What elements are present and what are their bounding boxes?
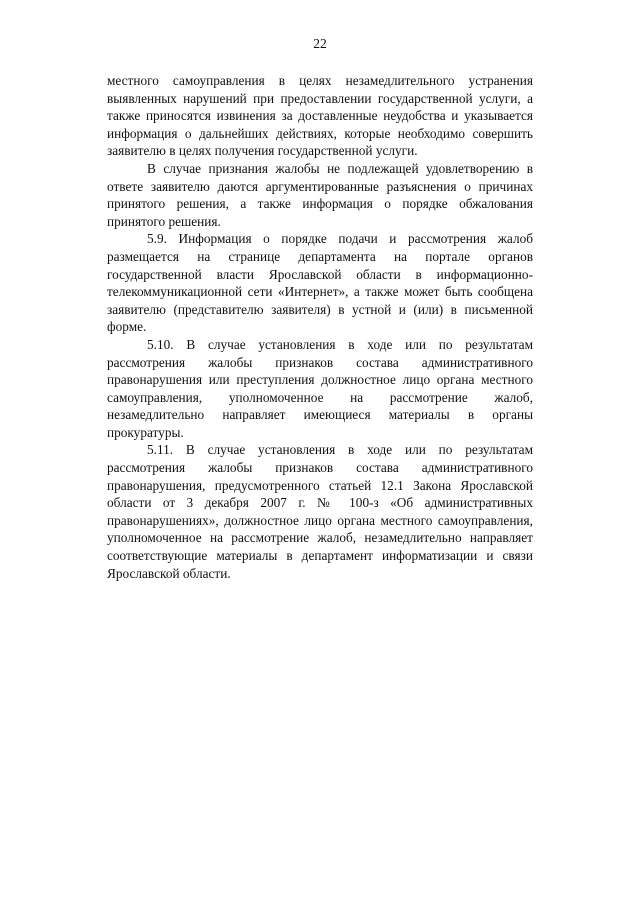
page-body <box>107 72 533 582</box>
paragraph-5-10: 5.10. В случае установления в ходе или по результатам рассмотрения жалобы признаков состава административного правонарушения или преступления должностное лицо органа местного самоуправления, уполномоченное на рассмотрение жалоб, незамедлительно направляет имеющиеся материалы в органы прокуратуры. <box>107 336 533 440</box>
paragraph-5-9: 5.9. Информация о порядке подачи и рассмотрения жалоб размещается на странице департамента на портале органов государственной власти Ярославской области в информационно-телекоммуникационной сети «Интернет», а также может быть сообщена заявителю (представителю заявителя) в устной и (или) в письменной форме. <box>107 231 533 335</box>
paragraph-5-11: 5.11. В случае установления в ходе или по результатам рассмотрения жалобы признаков состава административного правонарушения, предусмотренного статьей 12.1 Закона Ярославской области от 3 декабря 2007 г. № 100-з «Об административных правонарушениях», должностное лицо органа местного самоуправления, уполномоченное на рассмотрение жалоб, незамедлительно направляет соответствующие материалы в департамент информатизации и связи Ярославской области. <box>107 442 533 581</box>
page-number: 22 <box>313 36 327 51</box>
paragraph-continuation: местного самоуправления в целях незамедлительного устранения выявленных нарушений при предоставлении государственной услуги, а также приносятся извинения за доставленные неудобства и указывается информация о дальнейших действиях, которые необходимо совершить заявителю в целях получения государственной услуги. <box>107 73 533 159</box>
paragraph-complaint-rejection: В случае признания жалобы не подлежащей удовлетворению в ответе заявителю даются аргументированные разъяснения о причинах принятого решения, а также информация о порядке обжалования принятого решения. <box>107 160 533 229</box>
